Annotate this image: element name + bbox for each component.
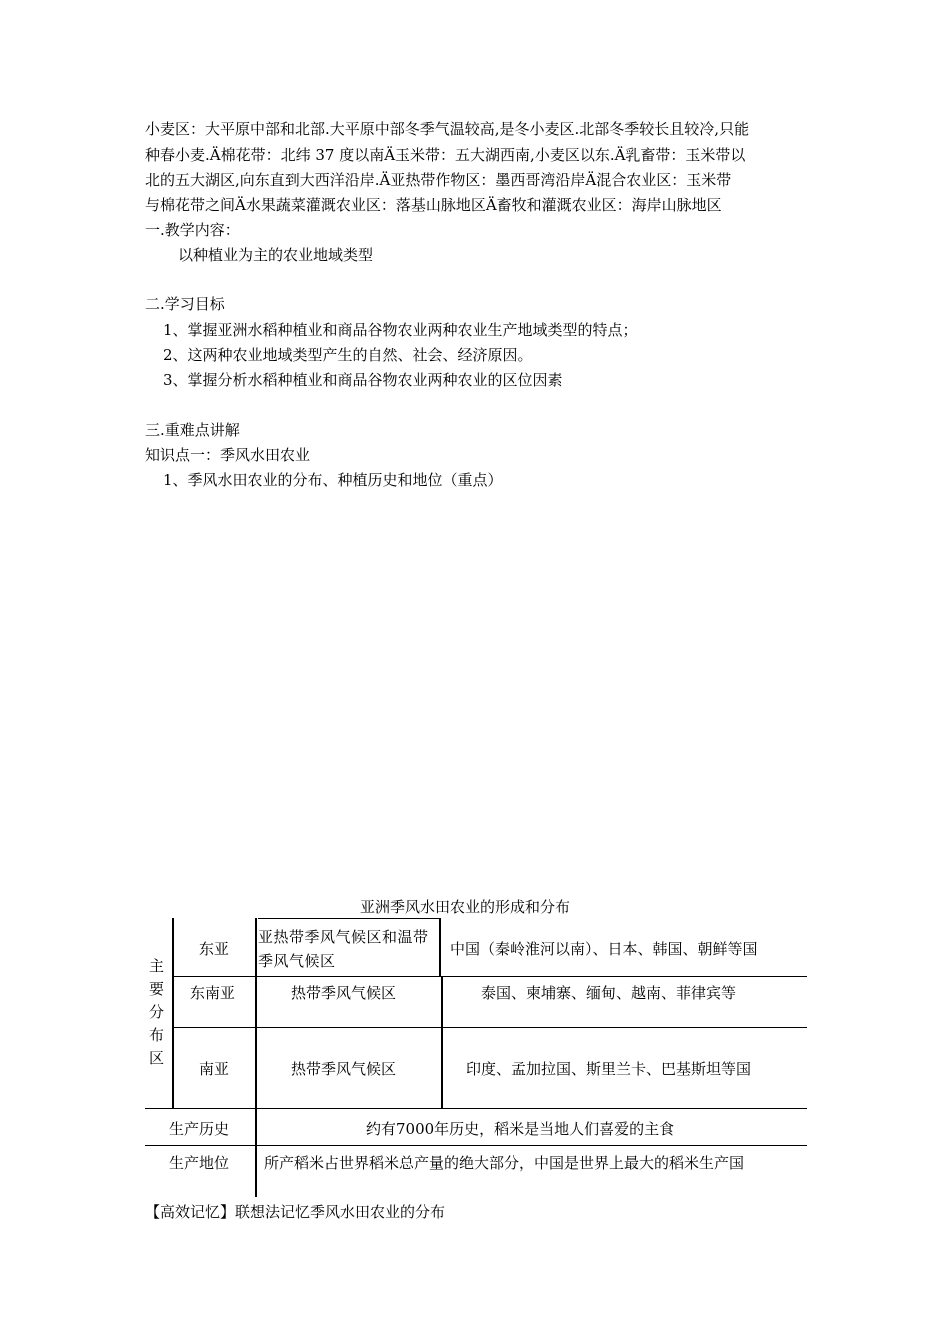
region-south-asia: 南亚 bbox=[199, 1060, 230, 1078]
table-title: 亚洲季风水田农业的形成和分布 bbox=[360, 898, 571, 916]
countries-east-asia: 中国（秦岭淮河以南）、日本、韩国、朝鲜等国 bbox=[450, 940, 758, 958]
intro-line-2: 种春小麦.Ä棉花带：北纬 37 度以南Ä玉米带：五大湖西南,小麦区以东.Ä乳畜带：玉米带以 bbox=[145, 146, 746, 164]
intro-line-1: 小麦区：大平原中部和北部.大平原中部冬季气温较高,是冬小麦区.北部冬季较长且较冷,只能 bbox=[145, 120, 750, 138]
section3-heading: 三.重难点讲解 bbox=[145, 421, 240, 439]
section2-heading: 二.学习目标 bbox=[145, 295, 225, 313]
goal-item-3: 3、掌握分析水稻种植业和商品谷物农业两种农业的区位因素 bbox=[163, 371, 563, 389]
goal-item-1: 1、掌握亚洲水稻种植业和商品谷物农业两种农业生产地域类型的特点； bbox=[163, 321, 638, 339]
goal-item-2: 2、这两种农业地域类型产生的自然、社会、经济原因。 bbox=[163, 346, 533, 364]
knowledge-point: 知识点一：季风水田农业 bbox=[145, 446, 311, 464]
region-southeast-asia: 东南亚 bbox=[190, 984, 236, 1002]
climate-east-asia: 亚热带季风气候区和温带季风气候区 bbox=[258, 928, 429, 970]
table-divider bbox=[145, 1108, 807, 1109]
table-divider bbox=[173, 976, 807, 977]
status-label: 生产地位 bbox=[169, 1154, 230, 1172]
table-divider bbox=[145, 1145, 807, 1146]
table-divider bbox=[255, 918, 257, 1197]
table-divider bbox=[441, 976, 443, 1109]
section1-heading: 一.教学内容： bbox=[145, 221, 240, 239]
memory-tip: 【高效记忆】联想法记忆季风水田农业的分布 bbox=[145, 1203, 446, 1221]
group-label: 主 要 分 布 区 bbox=[149, 957, 165, 1067]
table-divider bbox=[172, 918, 174, 1109]
table-divider bbox=[258, 918, 441, 919]
status-value: 所产稻米占世界稻米总产量的绝大部分，中国是世界上最大的稻米生产国 bbox=[264, 1154, 745, 1172]
countries-south-asia: 印度、孟加拉国、斯里兰卡、巴基斯坦等国 bbox=[466, 1060, 752, 1078]
intro-line-3: 北的五大湖区,向东直到大西洋沿岸.Ä亚热带作物区：墨西哥湾沿岸Ä混合农业区：玉米带 bbox=[145, 171, 732, 189]
intro-line-4: 与棉花带之间Ä水果蔬菜灌溉农业区：落基山脉地区Ä畜牧和灌溉农业区：海岸山脉地区 bbox=[145, 196, 722, 214]
knowledge-sub: 1、季风水田农业的分布、种植历史和地位（重点） bbox=[163, 471, 503, 489]
region-east-asia: 东亚 bbox=[199, 940, 230, 958]
countries-southeast-asia: 泰国、柬埔寨、缅甸、越南、菲律宾等 bbox=[481, 984, 737, 1002]
history-label: 生产历史 bbox=[169, 1120, 230, 1138]
climate-south-asia: 热带季风气候区 bbox=[291, 1060, 397, 1078]
history-value: 约有7000年历史，稻米是当地人们喜爱的主食 bbox=[366, 1120, 675, 1138]
section1-content: 以种植业为主的农业地域类型 bbox=[178, 246, 374, 264]
table-divider bbox=[173, 1027, 807, 1028]
climate-southeast-asia: 热带季风气候区 bbox=[291, 984, 397, 1002]
